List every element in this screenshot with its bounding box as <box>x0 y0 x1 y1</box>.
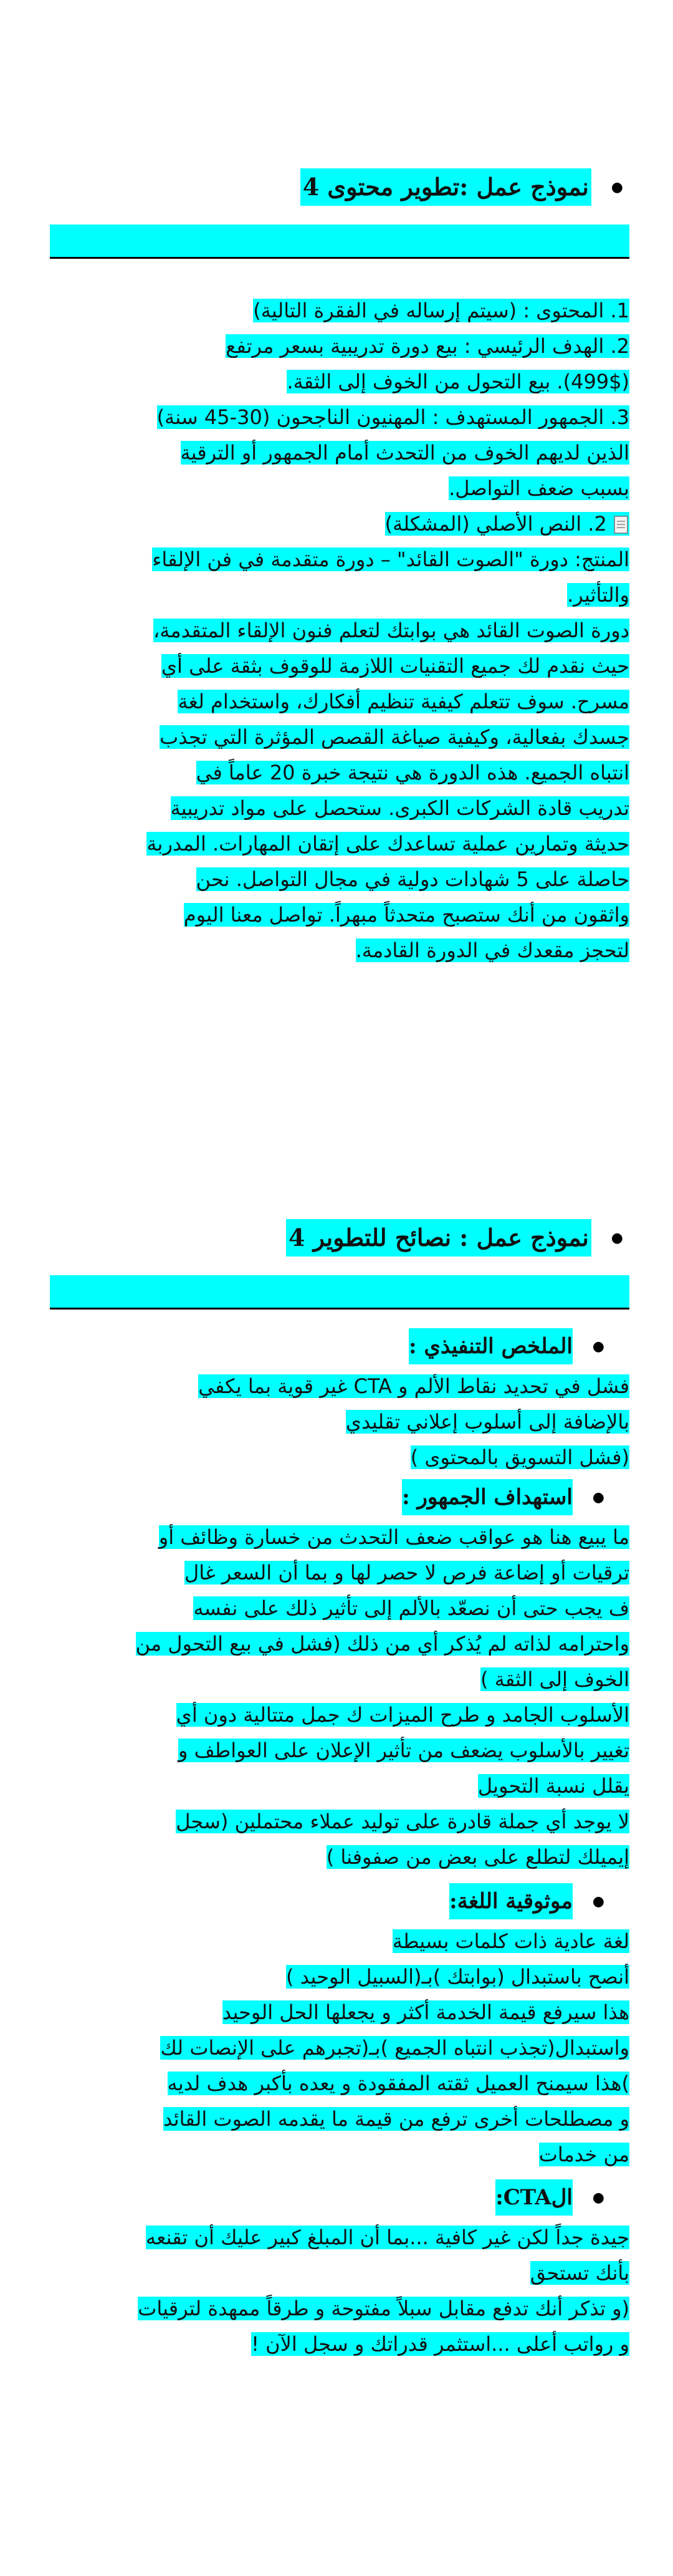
section2-heading <box>286 1219 623 1257</box>
audience-title: استهداف الجمهور : <box>402 1479 573 1515</box>
audience-line: الأسلوب الجامد و طرح الميزات ك جمل متتالية دون أي <box>176 1703 629 1727</box>
content-line: 2. الهدف الرئيسي : بيع دورة تدريبية بسعر مرتفع <box>226 334 629 358</box>
section2-title: نموذج عمل : نصائح للتطوير 4 <box>286 1219 591 1257</box>
language-line: و مصطلحات أخرى ترفع من قيمة ما يقدمه الصوت القائد <box>163 2107 629 2131</box>
audience-line: تغيير بالأسلوب يضعف من تأثير الإعلان على العواطف و <box>178 1739 629 1762</box>
language-title: موثوقية اللغة: <box>449 1883 573 1919</box>
audience-heading <box>402 1479 604 1515</box>
bullet-icon: ● <box>592 1338 604 1354</box>
exec-line: بالإضافة إلى أسلوب إعلاني تقليدي <box>345 1410 629 1434</box>
exec-line: فشل في تحديد نقاط الألم و CTA غير قوية بما يكفي <box>198 1374 629 1398</box>
product-line: والتأثير. <box>567 583 629 607</box>
audience-line: واحترامه لذاته لم يُذكر أي من ذلك (فشل في بيع التحول من <box>135 1632 629 1656</box>
exec-line: (فشل التسويق بالمحتوى ) <box>410 1445 629 1469</box>
audience-content <box>50 1520 629 1875</box>
bullet-icon: ● <box>611 1230 623 1246</box>
bullet-icon: ● <box>592 1893 604 1909</box>
cta-line: بأنك تستحق <box>530 2261 629 2285</box>
cta-line: (و تذكر أنك تدفع مقابل سبلاً مفتوحة و طرقاً ممهدة لترقيات <box>138 2297 629 2320</box>
cta-content <box>50 2220 629 2362</box>
content-line: الذين لديهم الخوف من التحدث أمام الجمهور أو الترقية <box>180 441 629 465</box>
audience-line: لا يوجد أي جملة قادرة على توليد عملاء محتملين (سجل <box>176 1810 629 1833</box>
audience-line: ف يجب حتى أن نصعّد بالألم إلى تأثير ذلك على نفسه <box>193 1596 629 1620</box>
cta-heading <box>495 2179 604 2216</box>
section1-heading <box>300 168 623 206</box>
section1-content <box>50 293 629 968</box>
section1-divider <box>50 224 629 259</box>
exec-summary-title: الملخص التنفيذي : <box>409 1328 573 1364</box>
language-line: من خدمات <box>538 2143 629 2166</box>
body-line: تدريب قادة الشركات الكبرى. ستحصل على مواد تدريبية <box>170 796 629 820</box>
bullet-icon: ● <box>592 2189 604 2206</box>
language-heading <box>449 1883 604 1919</box>
audience-line: يقلل نسبة التحويل <box>477 1774 629 1798</box>
body-line: دورة الصوت القائد هي بوابتك لتعلم فنون الإلقاء المتقدمة، <box>153 619 629 642</box>
cta-title: الCTA: <box>495 2179 573 2216</box>
content-line: (499$). بيع التحول من الخوف إلى الثقة. <box>287 370 629 393</box>
cta-line: و رواتب أعلى ...استثمر قدراتك و سجل الآن ! <box>251 2332 629 2356</box>
body-line: انتباه الجميع. هذه الدورة هي نتيجة خبرة 20 عاماً في <box>196 761 629 784</box>
language-line: أنصح باستبدال (بوابتك )بـ(السبيل الوحيد ) <box>286 1965 629 1989</box>
body-line: مسرح. سوف تتعلم كيفية تنظيم أفكارك، واستخدام لغة <box>178 690 629 713</box>
body-line: لتحجز مقعدك في الدورة القادمة. <box>355 938 629 962</box>
body-line: حديثة وتمارين عملية تساعدك على إتقان المهارات. المدربة <box>146 832 629 856</box>
section2-divider <box>50 1275 629 1310</box>
language-line: واستبدال(تجذب انتباه الجميع )بـ(تجبرهم على الإنصات لك <box>160 2036 629 2060</box>
language-content <box>50 1924 629 2173</box>
language-line: لغة عادية ذات كلمات بسيطة <box>392 1929 629 1953</box>
bullet-icon: ● <box>611 179 623 195</box>
content-line: 3. الجمهور المستهدف : المهنيون الناجحون (30-45 سنة) <box>156 405 629 429</box>
body-line: واثقون من أنك ستصبح متحدثاً مبهراً. تواصل معنا اليوم <box>183 903 629 927</box>
language-line: )هذا سيمنح العميل ثقته المفقودة و يعده بأكبر هدف لديه <box>167 2072 629 2095</box>
body-line: حيث نقدم لك جميع التقنيات اللازمة للوقوف بثقة على أي <box>161 654 629 678</box>
original-text-label <box>385 512 629 536</box>
content-line: بسبب ضعف التواصل. <box>449 476 629 500</box>
document-icon <box>613 516 629 534</box>
cta-line: جيدة جداً لكن غير كافية ...بما أن المبلغ كبير عليك أن تقنعه <box>145 2226 629 2249</box>
body-line: جسدك بفعالية، وكيفية صياغة القصص المؤثرة التي تجذب <box>160 725 629 749</box>
bullet-icon: ● <box>592 1489 604 1505</box>
audience-line: ترقيات أو إضاعة فرص لا حصر لها و بما أن السعر غال <box>184 1561 629 1585</box>
body-line: حاصلة على 5 شهادات دولية في مجال التواصل. نحن <box>196 867 629 891</box>
section1-title: نموذج عمل :تطوير محتوى 4 <box>300 168 591 206</box>
content-line: 1. المحتوى : (سيتم إرساله في الفقرة التالية) <box>253 299 629 322</box>
original-label-text: 2. النص الأصلي (المشكلة) <box>384 512 607 536</box>
language-line: هذا سيرفع قيمة الخدمة أكثر و يجعلها الحل الوحيد <box>222 2000 629 2024</box>
product-line: المنتج: دورة "الصوت القائد" – دورة متقدمة في فن الإلقاء <box>152 548 629 571</box>
audience-line: الخوف إلى الثقة ) <box>480 1667 629 1691</box>
exec-summary-content <box>50 1369 629 1475</box>
audience-line: إيميلك لتطلع على بعض من صفوفنا ) <box>326 1845 629 1869</box>
exec-summary-heading <box>409 1328 604 1364</box>
audience-line: ما يبيع هنا هو عواقب ضعف التحدث من خسارة وظائف أو <box>158 1525 629 1549</box>
